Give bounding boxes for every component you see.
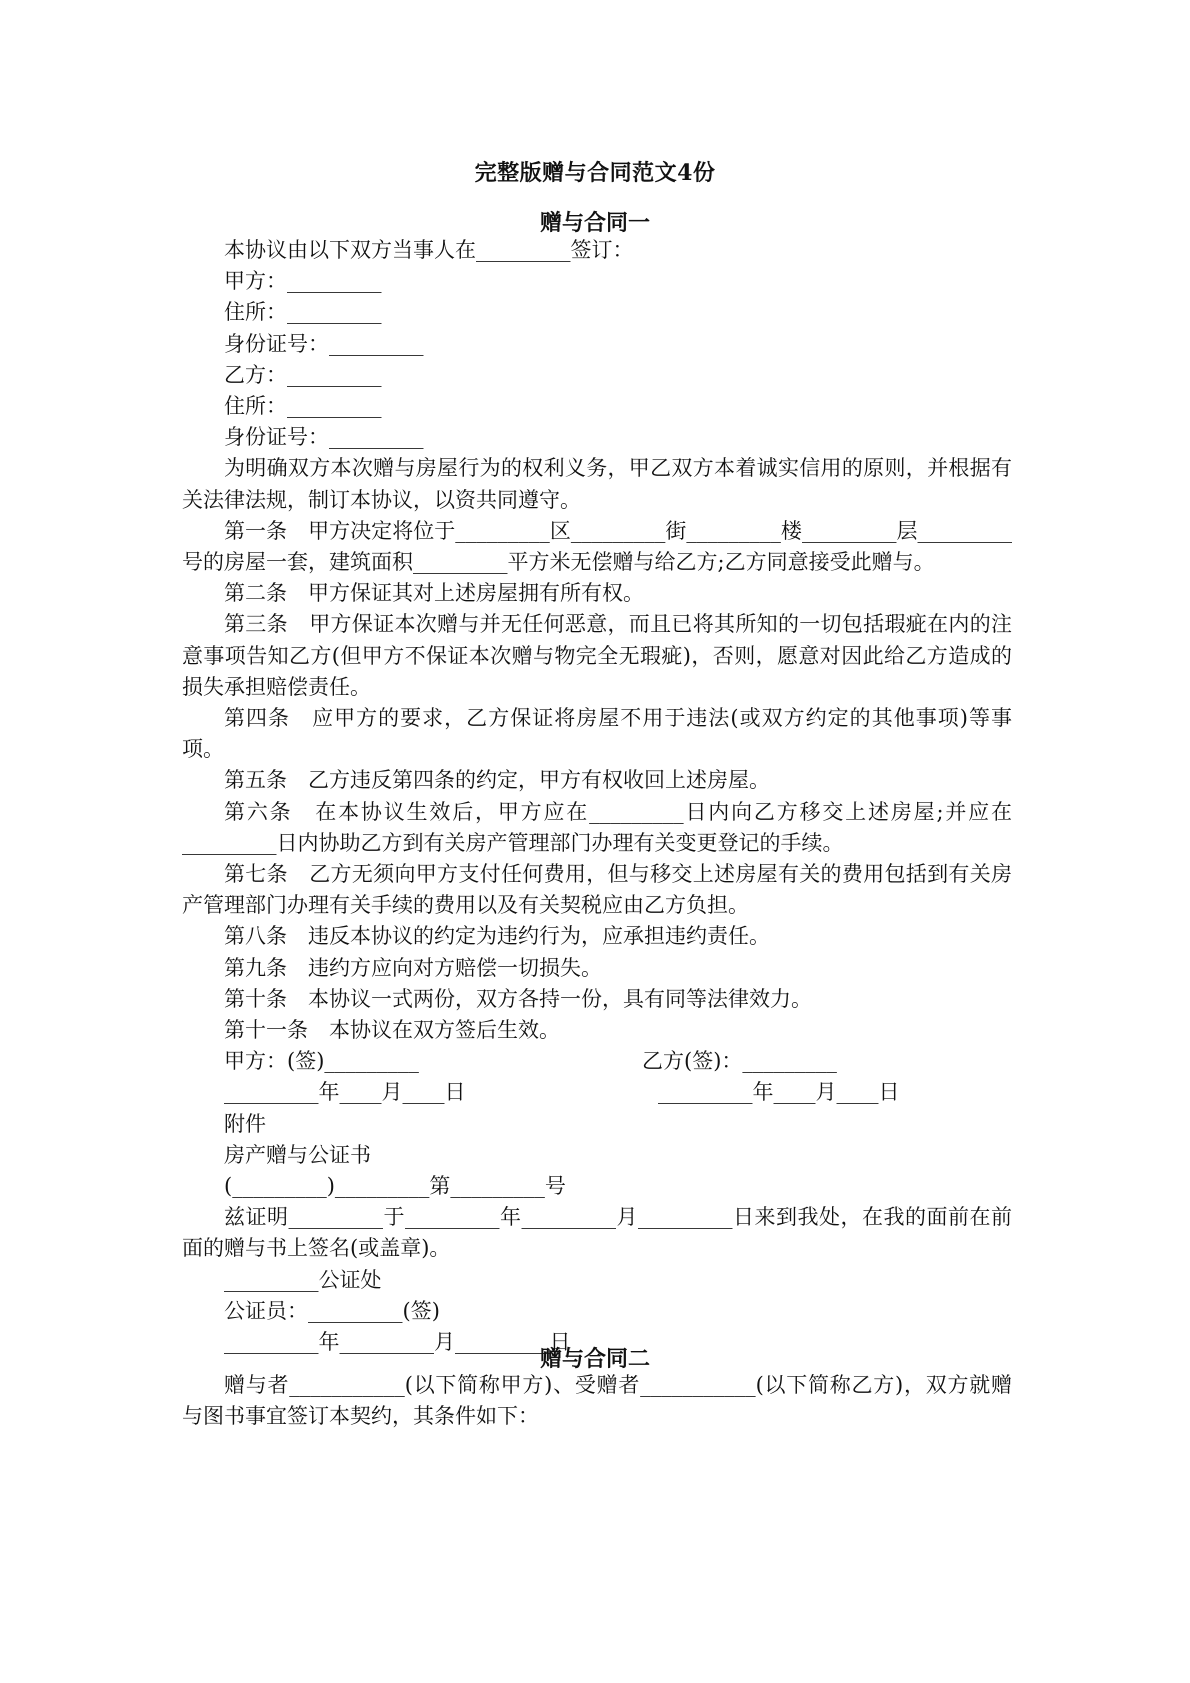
article-11: 第十一条 本协议在双方签后生效。: [224, 1018, 560, 1043]
article-4: 第四条 应甲方的要求，乙方保证将房屋不用于违法(或双方约定的其他事项)等事项。: [182, 706, 1012, 762]
notary-date: _________年_________月_________日: [224, 1330, 571, 1355]
contract-two-heading: 赠与合同二: [539, 1346, 650, 1372]
notary-officer: 公证员：_________(签): [224, 1298, 440, 1323]
article-3: 第三条 甲方保证本次赠与并无任何恶意，而且已将其所知的一切包括瑕疵在内的注意事项告知乙方(但甲方不保证本次赠与物完全无瑕疵)，否则，愿意对因此给乙方造成的损失承担赔偿责任。: [182, 612, 1012, 699]
signature-row: [182, 1046, 1012, 1077]
party-a-address-field: 住所：_________: [224, 300, 382, 325]
contract-one-body: [182, 235, 1012, 1358]
party-a-signature: 甲方：(签)_________: [224, 1049, 419, 1074]
article-9: 第九条 违约方应向对方赔偿一切损失。: [224, 955, 602, 980]
party-b-id-field: 身份证号：_________: [224, 425, 424, 450]
party-a-id-field: 身份证号：_________: [224, 331, 424, 356]
party-b-field: 乙方：_________: [224, 362, 382, 387]
document-title: 完整版赠与合同范文4份: [474, 160, 716, 186]
article-2: 第二条 甲方保证其对上述房屋拥有所有权。: [224, 581, 644, 606]
article-5: 第五条 乙方违反第四条的约定，甲方有权收回上述房屋。: [224, 768, 770, 793]
article-7: 第七条 乙方无须向甲方支付任何费用，但与移交上述房屋有关的费用包括到有关房产管理部门办理有关手续的费用以及有关契税应由乙方负担。: [182, 862, 1012, 918]
party-a-field: 甲方：_________: [224, 269, 382, 294]
contract-intro: 本协议由以下双方当事人在_________签订：: [224, 238, 634, 262]
party-b-signature: 乙方(签)：_________: [642, 1049, 837, 1074]
article-1: 第一条 甲方决定将位于_________区_________街_________楼_________层_________号的房屋一套，建筑面积_________平方米无偿赠与给乙方;乙方同意接受此赠与。: [182, 518, 1012, 575]
contract-two-body: [182, 1370, 1012, 1432]
article-8: 第八条 违反本协议的约定为违约行为，应承担违约责任。: [224, 924, 770, 949]
notary-certificate-title: 房产赠与公证书: [224, 1142, 371, 1167]
preamble-paragraph: 为明确双方本次赠与房屋行为的权利义务，甲乙双方本着诚实信用的原则，并根据有关法律法规，制订本协议，以资共同遵守。: [182, 456, 1012, 512]
notary-number: (_________)_________第_________号: [224, 1174, 566, 1199]
article-6: 第六条 在本协议生效后，甲方应在_________日内向乙方移交上述房屋;并应在_________日内协助乙方到有关房产管理部门办理有关变更登记的手续。: [182, 799, 1012, 855]
article-10: 第十条 本协议一式两份，双方各持一份，具有同等法律效力。: [224, 986, 812, 1011]
party-a-date: _________年____月____日: [224, 1080, 466, 1105]
party-b-address-field: 住所：_________: [224, 394, 382, 419]
notary-statement: 兹证明_________于_________年_________月_________日来到我处，在我的面前在前面的赠与书上签名(或盖章)。: [182, 1205, 1012, 1261]
contract-one-heading: 赠与合同一: [539, 210, 650, 236]
notary-office: _________公证处: [224, 1267, 382, 1292]
signature-date-row: [182, 1077, 1012, 1108]
attachment-label: 附件: [224, 1111, 266, 1136]
contract-two-intro: 赠与者___________(以下简称甲方)、受赠者___________(以下简称乙方)，双方就赠与图书事宜签订本契约，其条件如下：: [182, 1373, 1012, 1429]
party-b-date: _________年____月____日: [658, 1080, 900, 1105]
